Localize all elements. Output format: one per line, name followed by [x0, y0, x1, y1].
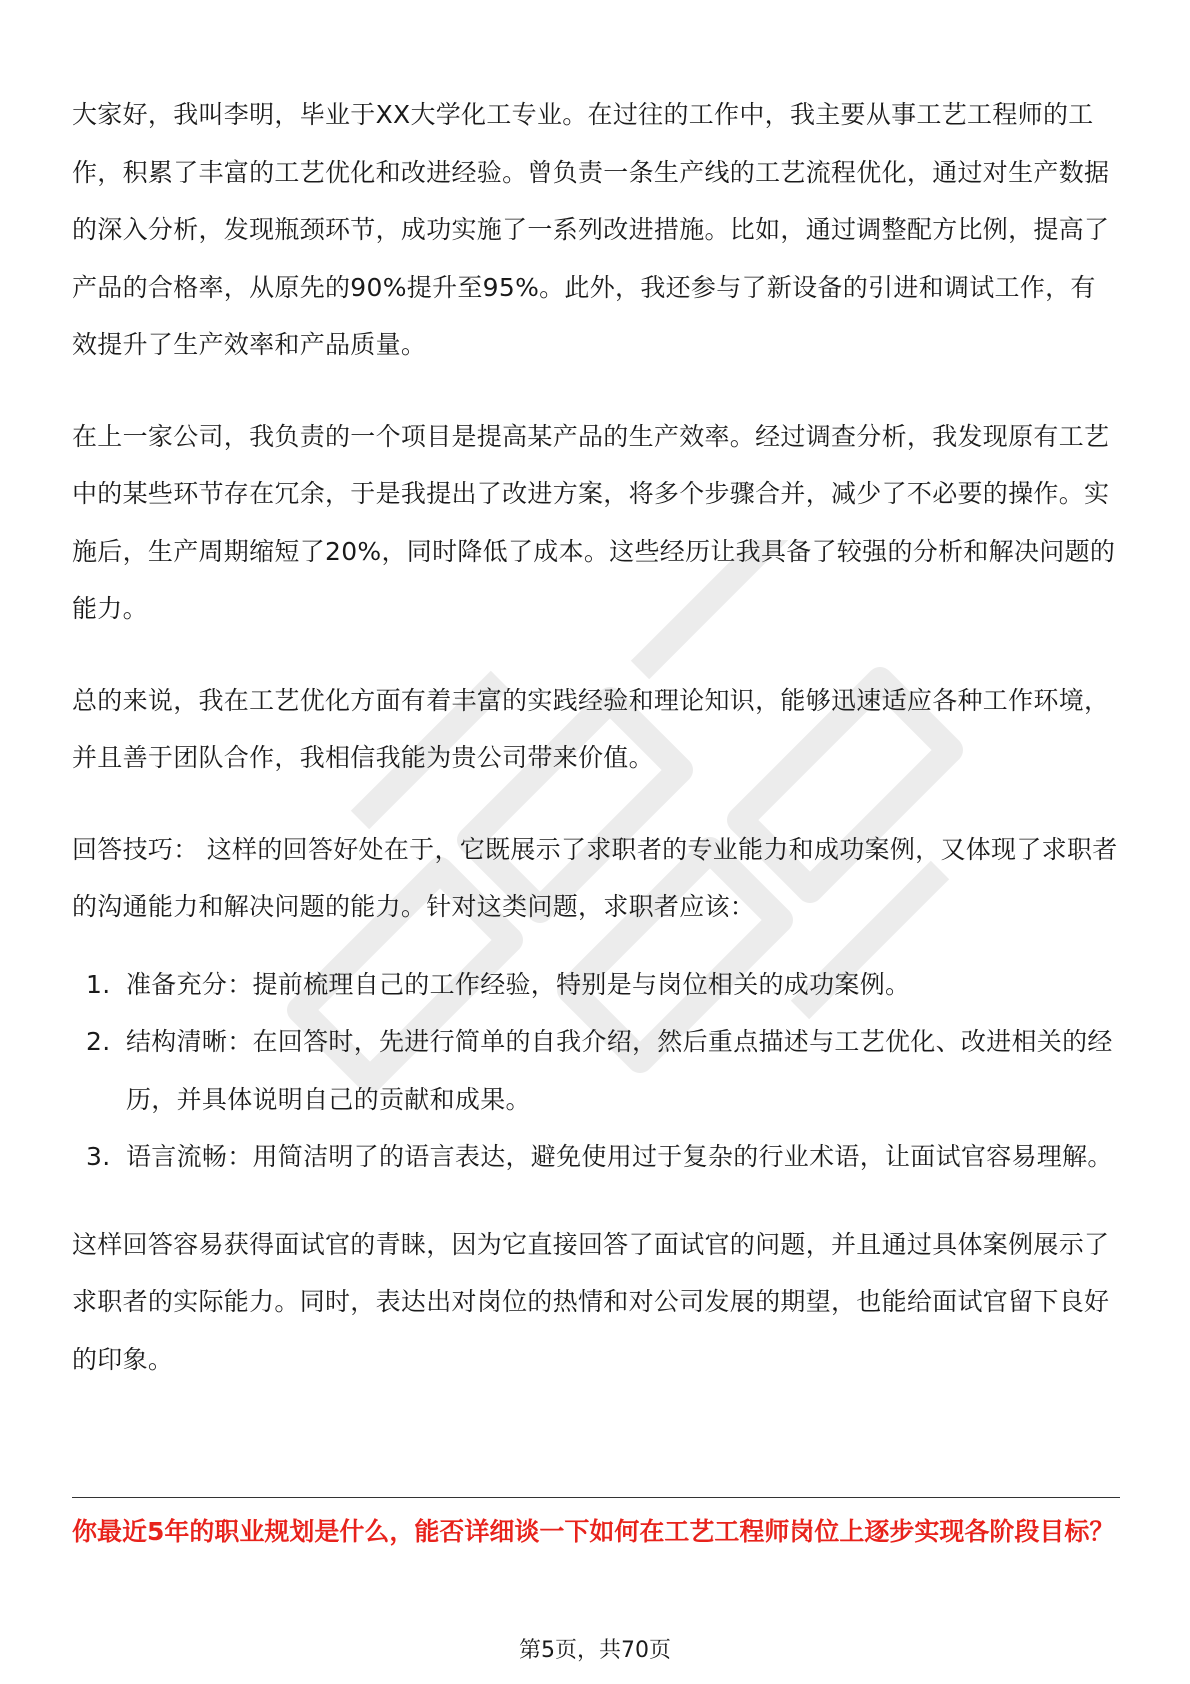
- tips-intro-paragraph: 回答技巧： 这样的回答好处在于，它既展示了求职者的专业能力和成功案例，又体现了求职者的沟通能力和解决问题的能力。针对这类问题，求职者应该：: [72, 834, 1118, 921]
- project-paragraph: 在上一家公司，我负责的一个项目是提高某产品的生产效率。经过调查分析，我发现原有工艺中的某些环节存在冗余，于是我提出了改进方案，将多个步骤合并，减少了不必要的操作。实施后，生产周期缩短了20%，同时降低了成本。这些经历让我具备了较强的分析和解决问题的能力。: [72, 421, 1116, 623]
- page-content: [72, 86, 1120, 1388]
- intro-paragraph: 大家好，我叫李明，毕业于XX大学化工专业。在过往的工作中，我主要从事工艺工程师的工作，积累了丰富的工艺优化和改进经验。曾负责一条生产线的工艺流程优化，通过对生产数据的深入分析，发现瓶颈环节，成功实施了一系列改进措施。比如，通过调整配方比例，提高了产品的合格率，从原先的90%提升至95%。此外，我还参与了新设备的引进和调试工作，有效提升了生产效率和产品质量。: [72, 100, 1110, 359]
- list-item-number: 2.: [86, 1027, 111, 1056]
- list-item-text: 准备充分：提前梳理自己的工作经验，特别是与岗位相关的成功案例。: [126, 969, 911, 999]
- summary-paragraph: 总的来说，我在工艺优化方面有着丰富的实践经验和理论知识，能够迅速适应各种工作环境，并且善于团队合作，我相信我能为贵公司带来价值。: [72, 685, 1110, 772]
- list-item: [72, 1128, 1120, 1186]
- closing-paragraph: 这样回答容易获得面试官的青睐，因为它直接回答了面试官的问题，并且通过具体案例展示了求职者的实际能力。同时，表达出对岗位的热情和对公司发展的期望，也能给面试官留下良好的印象。: [72, 1229, 1110, 1374]
- list-item: [72, 1013, 1120, 1128]
- next-question-heading: 你最近5年的职业规划是什么，能否详细谈一下如何在工艺工程师岗位上逐步实现各阶段目标？: [72, 1517, 1115, 1546]
- tips-list: [72, 956, 1120, 1186]
- list-item: [72, 956, 1120, 1014]
- list-item-text: 结构清晰：在回答时，先进行简单的自我介绍，然后重点描述与工艺优化、改进相关的经历，并具体说明自己的贡献和成果。: [126, 1027, 1113, 1114]
- section-divider: [72, 1497, 1120, 1498]
- list-item-number: 3.: [86, 1142, 111, 1171]
- page-number-footer: 第5页，共70页: [519, 1638, 671, 1663]
- list-item-number: 1.: [86, 969, 111, 999]
- list-item-text: 语言流畅：用简洁明了的语言表达，避免使用过于复杂的行业术语，让面试官容易理解。: [126, 1142, 1113, 1171]
